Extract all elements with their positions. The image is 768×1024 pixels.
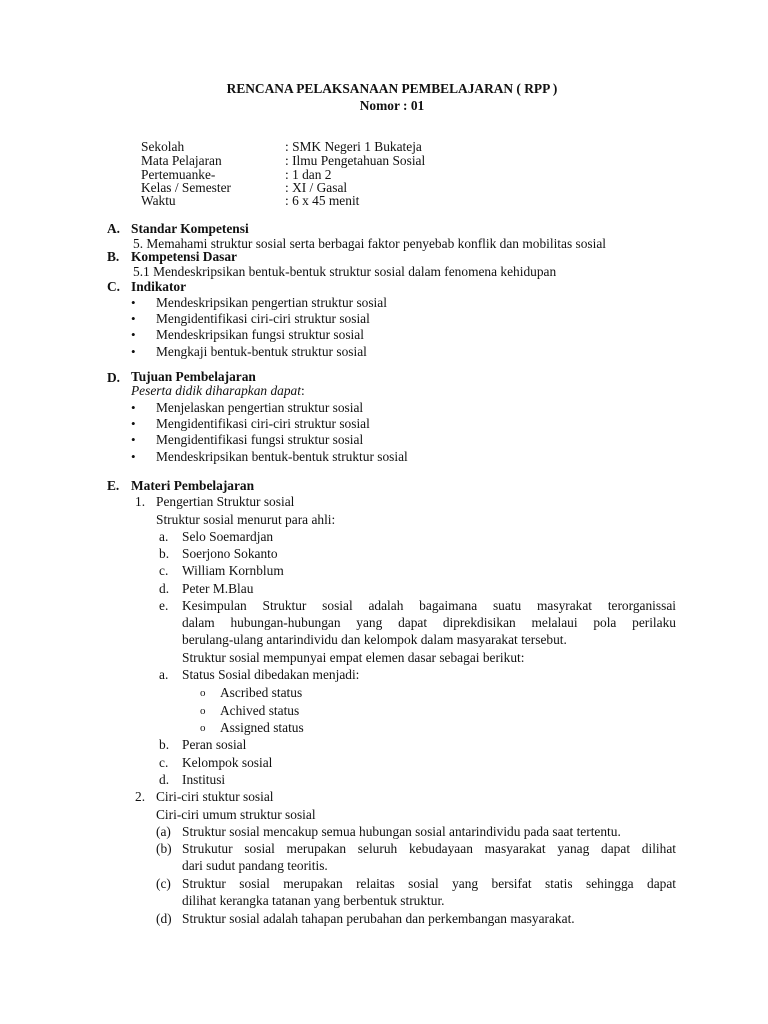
bullet-icon: • [131, 327, 136, 342]
paragraph-line: dari sudut pandang teoritis. [182, 858, 328, 873]
paragraph-line: Struktur sosial mempunyai empat elemen dasar sebagai berikut: [182, 650, 525, 665]
list-mark: (d) [156, 911, 172, 926]
circle-bullet-icon: o [200, 722, 206, 734]
elemen-item: Kelompok sosial [182, 755, 273, 770]
section-heading: Materi Pembelajaran [131, 478, 255, 493]
identity-label: Pertemuanke- [141, 167, 216, 182]
paragraph-line: Kesimpulan Struktur sosial adalah bagaimana suatu masyrakat terorganissai [182, 598, 676, 613]
status-type: Achived status [220, 703, 300, 718]
paragraph-line: dilihat kerangka tatanan yang berbentuk struktur. [182, 893, 445, 908]
materi-title: Ciri-ciri stuktur sosial [156, 789, 274, 804]
list-mark: c. [159, 755, 169, 770]
materi-number: 1. [135, 494, 146, 509]
circle-bullet-icon: o [200, 705, 206, 717]
list-mark: a. [159, 529, 169, 544]
document-title: RENCANA PELAKSANAAN PEMBELAJARAN ( RPP ) [226, 81, 558, 96]
list-mark: (a) [156, 824, 171, 839]
expert-name: William Kornblum [182, 563, 284, 578]
paragraph-line: berulang-ulang antarindividu dan kelompok dalam masyarakat tersebut. [182, 632, 567, 647]
section-text: 5.1 Mendeskripsikan bentuk-bentuk struktur sosial dalam fenomena kehidupan [133, 264, 557, 279]
list-mark: e. [159, 598, 169, 613]
section-letter: C. [107, 279, 121, 294]
bullet-icon: • [131, 416, 136, 431]
intro-text: Peserta didik diharapkan dapat [131, 383, 301, 398]
section-letter: E. [107, 478, 120, 493]
expert-name: Selo Soemardjan [182, 529, 274, 544]
list-mark: d. [159, 772, 170, 787]
status-type: Assigned status [220, 720, 304, 735]
paragraph-line: Struktur sosial mencakup semua hubungan sosial antarindividu pada saat tertentu. [182, 824, 621, 839]
materi-title: Pengertian Struktur sosial [156, 494, 295, 509]
paragraph-line: Struktur sosial adalah tahapan perubahan dan perkembangan masyarakat. [182, 911, 575, 926]
list-mark: c. [159, 563, 169, 578]
section-letter: D. [107, 370, 121, 385]
bullet-icon: • [131, 432, 136, 447]
expert-name: Peter M.Blau [182, 581, 254, 596]
section-heading: Kompetensi Dasar [131, 249, 238, 264]
paragraph-line: Struktur sosial merupakan relaitas sosial yang bersifat statis sehingga dapat [182, 876, 676, 891]
identity-value: : 6 x 45 menit [285, 193, 360, 208]
list-mark: d. [159, 581, 170, 596]
elemen-item: Peran sosial [182, 737, 247, 752]
expert-name: Soerjono Sokanto [182, 546, 278, 561]
list-item: Mendeskripsikan fungsi struktur sosial [156, 327, 364, 342]
elemen-item: Institusi [182, 772, 226, 787]
section-letter: B. [107, 249, 120, 264]
identity-value: : Ilmu Pengetahuan Sosial [285, 153, 426, 168]
paragraph-line: Strukutur sosial merupakan seluruh kebudayaan masyarakat yanag dapat dilihat [182, 841, 676, 856]
bullet-icon: • [131, 400, 136, 415]
identity-value: : SMK Negeri 1 Bukateja [285, 139, 422, 154]
list-mark: a. [159, 667, 169, 682]
materi-number: 2. [135, 789, 146, 804]
bullet-icon: • [131, 449, 136, 464]
intro-colon: : [300, 383, 305, 398]
elemen-item: Status Sosial dibedakan menjadi: [182, 667, 360, 682]
list-item: Mendeskripsikan bentuk-bentuk struktur sosial [156, 449, 408, 464]
bullet-icon: • [131, 295, 136, 310]
materi-intro: Struktur sosial menurut para ahli: [156, 512, 336, 527]
identity-label: Mata Pelajaran [141, 153, 222, 168]
bullet-icon: • [131, 311, 136, 326]
section-heading: Standar Kompetensi [131, 221, 249, 236]
identity-label: Waktu [141, 193, 176, 208]
section-text: 5. Memahami struktur sosial serta berbagai faktor penyebab konflik dan mobilitas sosial [133, 236, 607, 251]
list-mark: (c) [156, 876, 171, 891]
list-item: Mendeskripsikan pengertian struktur sosial [156, 295, 387, 310]
materi-intro: Ciri-ciri umum struktur sosial [156, 807, 316, 822]
list-mark: b. [159, 546, 170, 561]
section-intro [131, 382, 305, 399]
list-item: Mengidentifikasi fungsi struktur sosial [156, 432, 364, 447]
paragraph-line: dalam hubungan-hubungan yang dapat diprekdisikan melalaui pola perilaku [182, 615, 676, 630]
bullet-icon: • [131, 344, 136, 359]
list-mark: (b) [156, 841, 172, 856]
identity-label: Kelas / Semester [141, 180, 231, 195]
section-letter: A. [107, 221, 121, 236]
list-item: Menjelaskan pengertian struktur sosial [156, 400, 364, 415]
document-number: Nomor : 01 [359, 98, 425, 113]
section-heading: Tujuan Pembelajaran [131, 369, 256, 384]
list-item: Mengidentifikasi ciri-ciri struktur sosial [156, 311, 370, 326]
section-heading: Indikator [131, 279, 187, 294]
list-item: Mengkaji bentuk-bentuk struktur sosial [156, 344, 367, 359]
identity-label: Sekolah [141, 139, 185, 154]
circle-bullet-icon: o [200, 687, 206, 699]
identity-value: : XI / Gasal [285, 180, 348, 195]
status-type: Ascribed status [220, 685, 303, 700]
identity-value: : 1 dan 2 [285, 167, 332, 182]
list-item: Mengidentifikasi ciri-ciri struktur sosial [156, 416, 370, 431]
list-mark: b. [159, 737, 170, 752]
